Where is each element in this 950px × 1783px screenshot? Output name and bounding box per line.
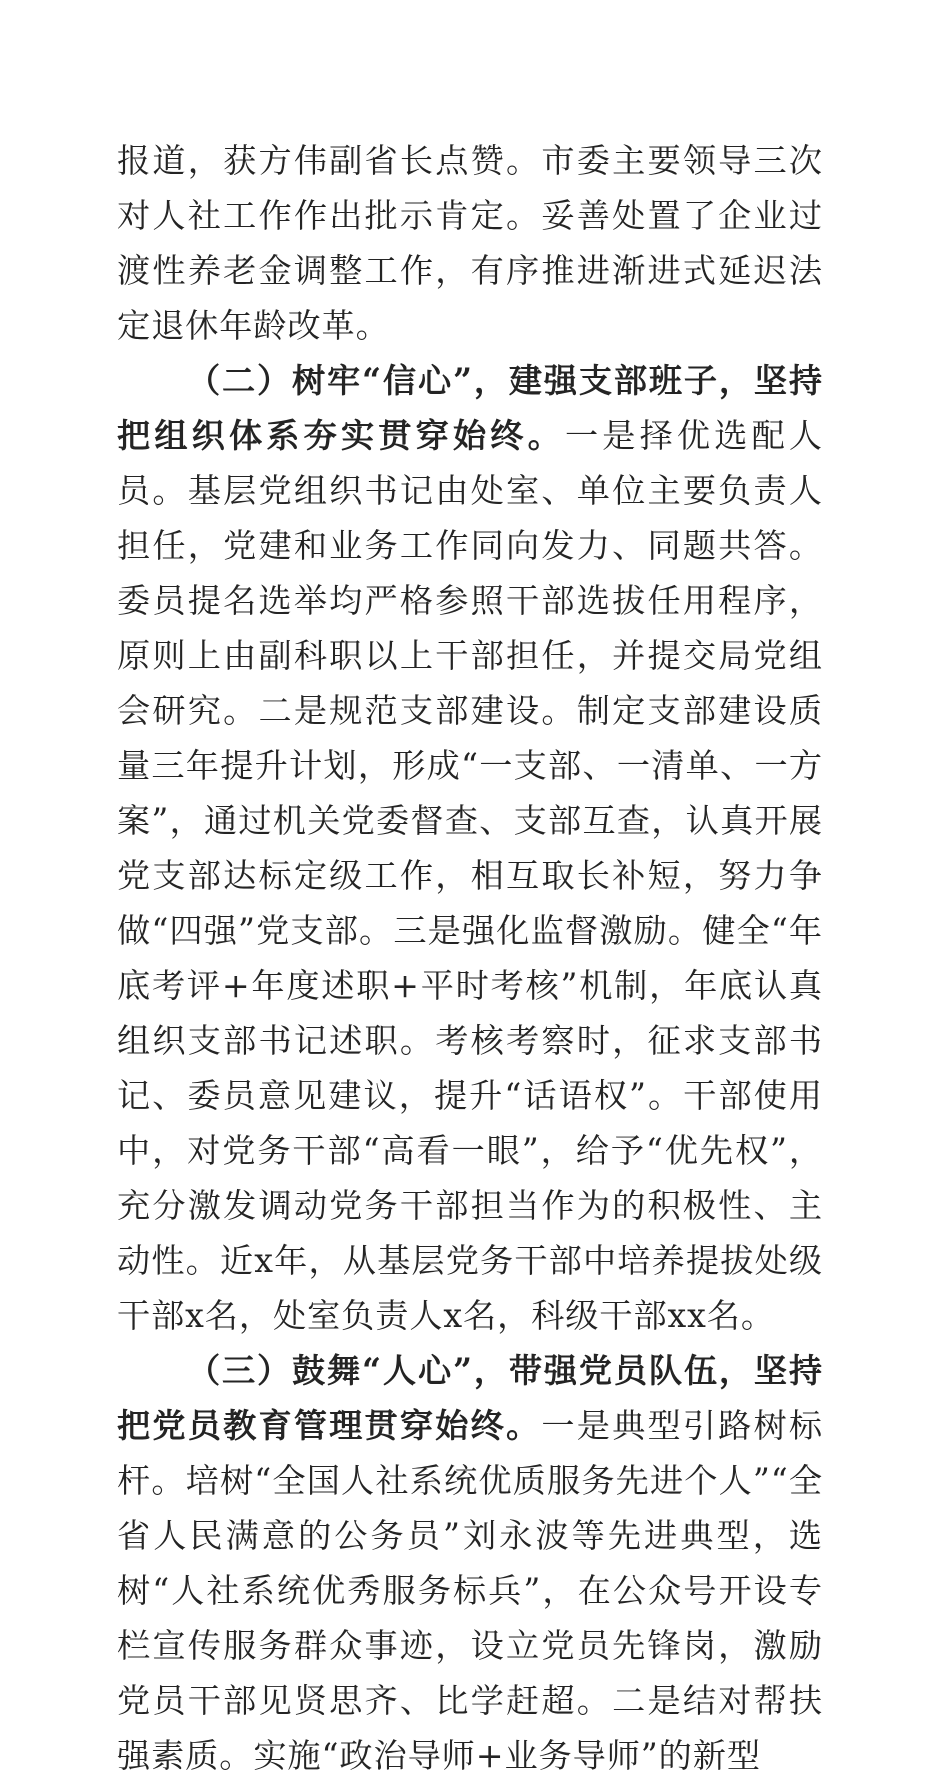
paragraph-text: 报道，获方伟副省长点赞。市委主要领导三次对人社工作作出批示肯定。妥善处置了企业过渡性养老金调整工作，有序推进渐进式延迟法定退休年龄改革。 (117, 141, 823, 345)
paragraph-section-three (117, 1343, 823, 1783)
paragraph-section-two (117, 353, 823, 1343)
section-two-body: 一是择优选配人员。基层党组织书记由处室、单位主要负责人担任，党建和业务工作同向发力、同题共答。委员提名选举均严格参照干部选拔任用程序，原则上由副科职以上干部担任，并提交局党组会研究。二是规范支部建设。制定支部建设质量三年提升计划，形成“一支部、一清单、一方案”，通过机关党委督查、支部互查，认真开展党支部达标定级工作，相互取长补短，努力争做“四强”党支部。三是强化监督激励。健全“年底考评+年度述职+平时考核”机制，年底认真组织支部书记述职。考核考察时，征求支部书记、委员意见建议，提升“话语权”。干部使用中，对党务干部“高看一眼”，给予“优先权”，充分激发调动党务干部担当作为的积极性、主动性。近x年，从基层党务干部中培养提拔处级干部x名，处室负责人x名，科级干部xx名。 (117, 416, 823, 1335)
paragraph-continuation (117, 133, 823, 353)
document-body-text (117, 133, 823, 1783)
section-three-body: 一是典型引路树标杆。培树“全国人社系统优质服务先进个人”“全省人民满意的公务员”刘永波等先进典型，选树“人社系统优秀服务标兵”，在公众号开设专栏宣传服务群众事迹，设立党员先锋岗，激励党员干部见贤思齐、比学赶超。二是结对帮扶强素质。实施“政治导师+业务导师”的新型 (117, 1406, 823, 1775)
section-heading-two: （二）树牢“信心”，建强支部班子，坚持把组织体系夯实贯穿始终。 (117, 361, 823, 455)
section-heading-three: （三）鼓舞“人心”，带强党员队伍，坚持把党员教育管理贯穿始终。 (117, 1351, 823, 1445)
